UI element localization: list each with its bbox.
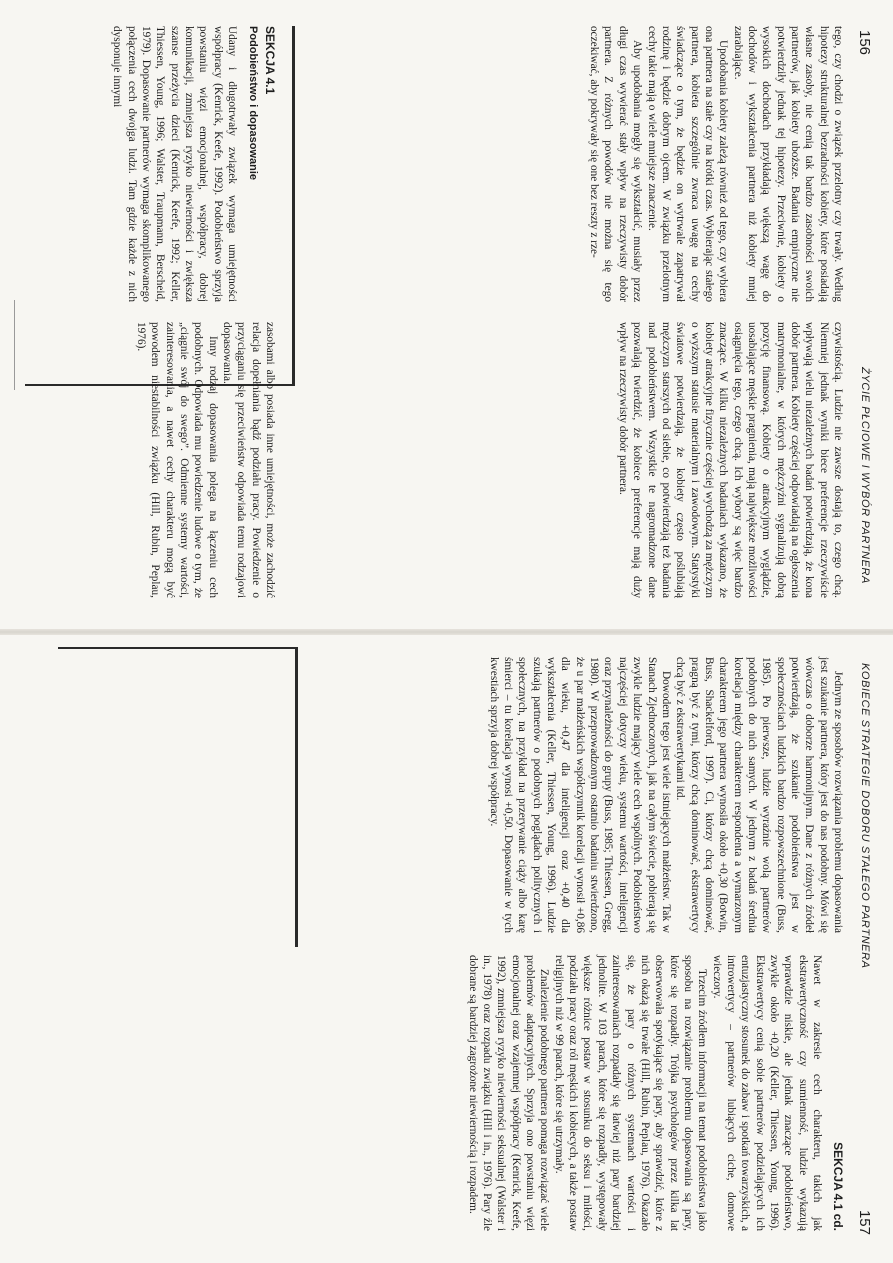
running-head: ŻYCIE PŁCIOWE I WYBÓR PARTNERA <box>859 367 871 584</box>
running-head: KOBIECE STRATEGIE DOBORU STAŁEGO PARTNERA <box>859 663 871 969</box>
paragraph: Udany i długotrwały związek wymaga umiejętności współpracy (Kenrick, Keefe, 1992). Podobieństwo sprzyja powstaniu więzi emocjonalnej, współpracy, dobrej komunikacji, zmniejsza ryzyko niewierności i zwiększa szanse przeżycia dzieci (Kenrick, Keefe, 1992; Keller, Thiessen, Young, 1996; Walster, Traupmann, Berscheid, 1979). Dopasowanie partnerów wymaga skomplikowanego połączenia cech dwojga ludzi. Tam gdzie każde z nich dysponuje innymi <box>111 26 238 302</box>
right-col-1 <box>486 657 845 933</box>
left-page-header <box>851 0 873 630</box>
sidebar-title: SEKCJA 4.1 <box>263 26 277 95</box>
paragraph: Jednym ze sposobów rozwiązania problemu dopasowania jest szukanie partnera, który jest do nas podobny. Mówi się wówczas o doborze harmonijnym. Dane z różnych źródeł potwierdzają, że szukanie podobieństwa jest w społecznościach ludzkich bardzo rozpowszechnione (Buss, 1985). Po pierwsze, ludzie wyraźnie wolą partnerów podobnych do nich samych. W jednym z badań średnia korelacja między charakterem respondenta a wymarzonym charakterem jego partnera wynosiła około +0,30 (Botwin, Buss, Shackelford, 1997). Ci, którzy chcą dominować, pragną być z tymi, którzy chcą dominować, ekstrawertycy chcą być z ekstrawertykami itd. <box>674 657 844 933</box>
scan-mark <box>14 300 15 390</box>
paragraph: Upodobania kobiety zależą również od tego, czy wybiera ona partnera na stałe czy na krótki czas. Wybierając stałego partnera, kobieta szczególnie zwraca uwagę na cechy świadczące o tym, że będzie on wytrwale zapatrywał rodzinę i będzie dobrym ojcem. W związku przelotnym cechy takie mają o wiele mniejsze znaczenie. <box>645 26 730 302</box>
paragraph: Inny rodzaj dopasowania polega na łączeniu cech podobnych. Odpowiada mu powiedzenie ludowe o tym, że „ciągnie swój do swego”. Odmienne systemy wartości, zainteresowania, a nawet cechy charakteru mogą być powodem niestabilności związku (Hill, Rubin, Peplau, 1976). <box>134 322 219 598</box>
page-number: 157 <box>856 1209 873 1235</box>
sidebar-top-rule <box>292 26 295 386</box>
sidebar-top-rule <box>295 647 298 947</box>
paragraph: Znalezienie podobnego partnera pomaga rozwiązać wiele problemów adaptacyjnych. Sprzyja ono powstaniu więzi emocjonalnej oraz wzajemnej współpracy (Kenrick, Keefe, 1992), zmniejsza ryzyko niewierności seksualnej (Walster i in., 1978) oraz rozpadu związku (Hill i in., 1976). Pary źle dobrane są bardziej zagrożone niewiernością i rozpadem. <box>466 955 551 1231</box>
sidebar-subtitle: Podobieństwo i dopasowanie <box>247 26 259 181</box>
page-number: 156 <box>856 30 873 56</box>
sidebar-col-2 <box>134 322 277 598</box>
left-col-2 <box>616 322 846 598</box>
left-page <box>0 0 893 630</box>
paragraph: Nawet w zakresie cech charakteru, takich jak ekstrawertyczność czy sumienność, ludzie wykazują wprawdzie niskie, ale jednak znaczące podobieństwo, zwykle około +0,20 (Keller, Thiessen, Young, 1996). Ekstrawertycy cenią sobie partnerów podzielających ich entuzjastyczny stosunek do zabaw i spotkań towarzyskich, a introwertycy – partnerów lubiących ciche, domowe wieczory. <box>710 955 823 1231</box>
right-sidebar-col <box>465 955 845 1231</box>
paragraph: Trzecim źródłem informacji na temat podobieństwa jako sposobu na rozwiązanie problemu dopasowania są pary, które się rozpadły. Trójka psychologów przez kilka lat obserwowała spotykające się pary, aby sprawdzić, które z nich okażą się trwałe (Hill, Rubin, Peplau, 1976). Okazało się, że pary o różnych systemach wartości i zainteresowaniach rozpadały się łatwiej niż pary bardziej jednolite. W 103 parach, które się rozpadły, występowały większe różnice postaw w stosunku do seksu i miłości, podziału pracy oraz ról męskich i kobiecych, a także postaw religijnych niż w 99 parach, które się utrzymały. <box>552 955 709 1231</box>
right-page-header <box>851 633 873 1263</box>
sidebar-title: SEKCJA 4.1 cd. <box>831 1142 845 1231</box>
sidebar-vertical-rule <box>58 647 298 649</box>
paragraph: Aby upodobania mogły się wykształcić, musiały przez długi czas wywierać stały wpływ na rzeczywisty dobór partnera. Z różnych powodów nie można się tego oczekiwać, aby pokrywały się one bez reszty z rze- <box>588 26 644 302</box>
paragraph: tego, czy chodzi o związek przelotny czy trwały. Według hipotezy strukturalnej bezradności kobiety, które posiadają własne zasoby, nie cenią tak bardzo zasobności swoich partnerów, jak kobiety uboższe. Badania empiryczne nie potwierdziły jednak tej hipotezy. Przeciwnie, kobiety o wysokich dochodach przykładają większą wagę do dochodów i wykształcenia partnera niż kobiety mniej zarabiające. <box>731 26 844 302</box>
paragraph: czywistością. Ludzie nie zawsze dostają to, czego chcą. Niemniej jednak wyniki biece preferencje rzeczywiście wpływają wielu niezależnych badań potwierdzają, że kona dobór partnera. Kobiety częściej odpowiadają na ogłoszenia matrymonialne, w których mężczyźni sygnalizują dobrą pozycję finansową. Kobiety o atrakcyjnym wyglądzie, uosabiające męskie pragnienia, mają największe możliwości osiągnięcia tego, czego chcą. Ich wybory są więc bardzo znaczące. W kilku niezależnych badaniach wykazano, że kobiety atrakcyjne fizycznie częściej wychodzą za mężczyzn o wyższym statusie materialnym i zawodowym. Statystyki światowe potwierdzają, że kobiety często poślubiają mężczyzn starszych od siebie, co potwierdzają też badania nad podobieństwem. Wszystkie te nagromadzone dane pozwalają twierdzić, że kobiece preferencje mają duży wpływ na rzeczywisty dobór partnera. <box>616 322 844 598</box>
left-col-1 <box>587 26 845 302</box>
sidebar-col-1 <box>110 26 277 302</box>
paragraph: Dowodem tego jest wiele istniejących małżeństw. Tak w Stanach Zjednoczonych, jak na całym świecie, pobierają się zwykle ludzie mający wiele cech wspólnych. Podobieństwo najczęściej dotyczy wieku, systemu wartości, inteligencji oraz przynależności do grupy (Buss, 1985; Thiessen, Gregg, 1980). W przeprowadzonym ostatnio badaniu stwierdzono, że u par małżeńskich współczynnik korelacji wynosił +0,86 dla wieku, +0,47 dla inteligencji oraz +0,40 dla wykształcenia (Keller, Thiessen, Young, 1996). Ludzie szukają partnerów o podobnych poglądach politycznych i społecznych, na przykład na przerywanie ciąży albo karę śmierci – tu korelacja wynosi +0,50. Dopasowanie w tych kwestiach sprzyja dobrej współpracy. <box>487 657 672 933</box>
paragraph: zasobami albo posiada inne umiejętności, może zachodzić relacja dopełniania bądź podziału pracy. Powiedzenie o przyciąganiu się przeciwieństw odpowiada temu rodzajowi dopasowania. <box>220 322 276 598</box>
right-page <box>0 633 893 1263</box>
